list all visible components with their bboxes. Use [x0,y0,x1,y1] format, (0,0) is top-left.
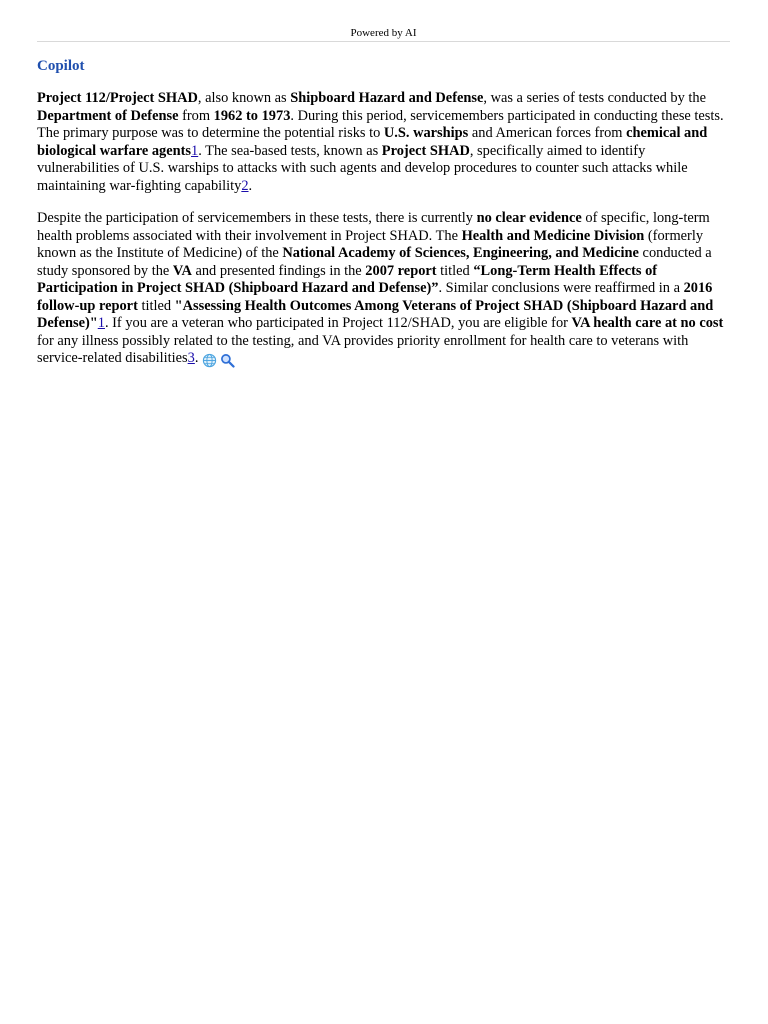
bold-text: Department of Defense [37,107,179,124]
text: . [248,177,253,194]
text: titled [436,262,474,279]
text: and presented findings in the [191,262,366,279]
search-icon[interactable] [220,353,235,368]
text: . [194,350,199,366]
answer-paragraph-2 [37,210,730,370]
powered-by-header: Powered by AI [37,26,730,42]
answer-paragraph-1 [37,90,730,195]
bold-text: National Academy of Sciences, Engineering, and Medicine [282,245,639,261]
bold-text: 1962 to 1973 [213,107,291,124]
text: (formerly known as the Institute of Medicine) of the [37,227,704,261]
bold-text: VA [172,262,192,279]
copilot-title: Copilot [37,58,85,74]
text: . The sea-based tests, known as [198,142,382,159]
text: . If you are a veteran who participated in Project 112/SHAD, you are eligible for [104,315,572,331]
citation-link-2[interactable]: 2 [241,177,249,194]
bold-text: “Long-Term Health Effects of Participation in Project SHAD (Shipboard Hazard and Defense)” [37,262,658,296]
text: . During this period, servicemembers participated in conducting these tests. The primary purpose was to determine the potential risks to [37,107,724,141]
answer-content [37,90,730,385]
bold-text: chemical and biological warfare agents [37,125,708,159]
bold-text: VA health care at no cost [571,315,724,331]
bold-text: no clear evidence [476,210,582,226]
bold-text: U.S. warships [383,125,469,141]
citation-link-1[interactable]: 1 [97,315,105,331]
text: . Similar conclusions were reaffirmed in a [438,280,684,296]
text: for any illness possibly related to the testing, and VA provides priority enrollment for health care to veterans with service-related disabilities [37,332,689,366]
bold-text: 2007 report [365,262,437,279]
text: , specifically aimed to identify vulnerabilities of U.S. warships to attacks with such agents and develop procedures to counter such attacks while maintaining war-fighting capability [37,142,688,194]
citation-link-1[interactable]: 1 [191,142,199,159]
bold-text: Shipboard Hazard and Defense [290,90,484,106]
citation-link-3[interactable]: 3 [187,350,195,366]
text: Despite the participation of servicemembers in these tests, there is currently [37,210,477,226]
bold-text: Project 112/Project SHAD [37,90,198,106]
text: titled [137,297,175,314]
bold-text: 2016 follow-up report [37,280,713,314]
text: , was a series of tests conducted by the [483,90,706,106]
bold-text: Health and Medicine Division [461,227,645,244]
text: , also known as [197,90,291,106]
text: from [178,107,214,124]
bold-text: Project SHAD [381,142,470,159]
globe-icon[interactable] [202,353,217,368]
action-icons [202,352,238,370]
text: conducted a study sponsored by the [37,245,712,279]
text: of specific, long-term health problems associated with their involvement in Project SHAD. The [37,210,710,244]
bold-text: "Assessing Health Outcomes Among Veterans of Project SHAD (Shipboard Hazard and Defense)" [37,297,714,331]
text: and American forces from [468,125,627,141]
